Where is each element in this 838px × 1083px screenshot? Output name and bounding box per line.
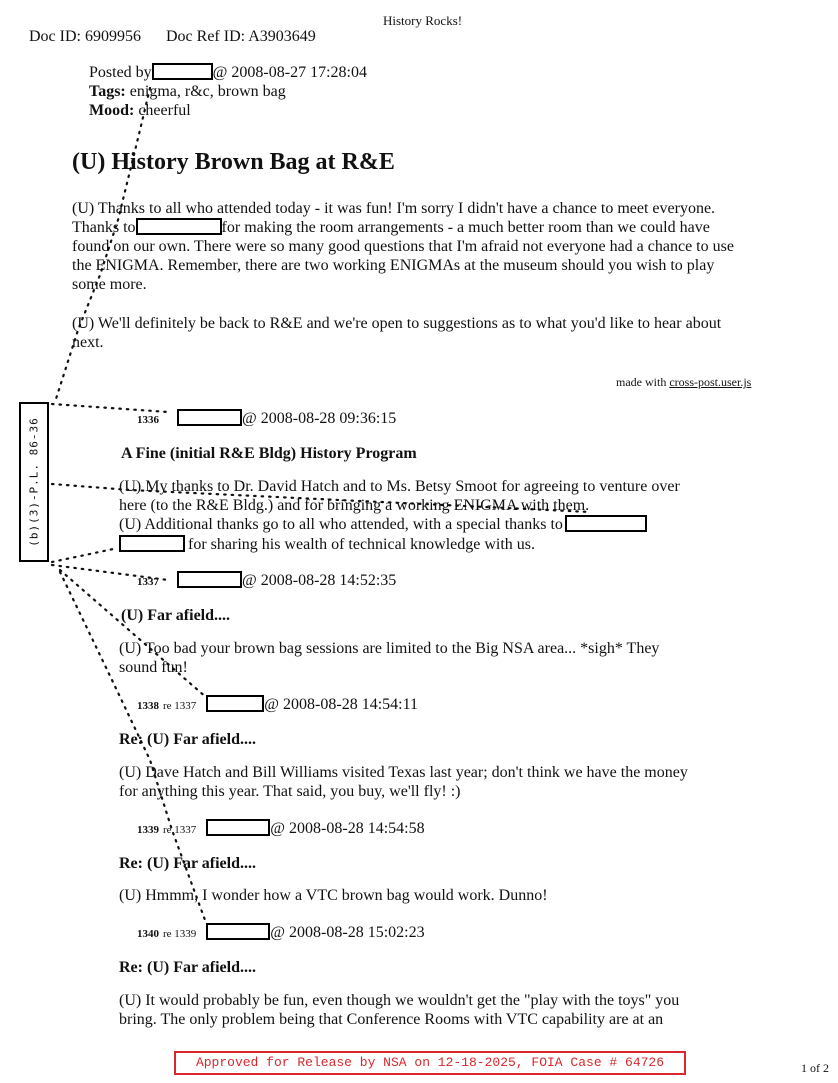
comment-number: 1336 — [137, 414, 159, 426]
redaction-box — [565, 515, 647, 532]
redaction-box — [206, 695, 264, 712]
redaction-box — [119, 535, 185, 552]
comment-1338-title: Re: (U) Far afield.... — [119, 731, 256, 748]
comment-number: 1339 — [137, 824, 159, 836]
comment-1340-title: Re: (U) Far afield.... — [119, 959, 256, 976]
post-timestamp: @ 2008-08-27 17:28:04 — [212, 64, 367, 81]
post-body-line-3: found on our own. There were so many good questions that I'm afraid not everyone had a chance to use — [72, 238, 734, 255]
comment-1337-title: (U) Far afield.... — [121, 607, 231, 624]
comment-1340-line-2: bring. The only problem being that Conference Rooms with VTC capability are at an — [119, 1011, 664, 1028]
comment-1339-title: Re: (U) Far afield.... — [119, 855, 256, 872]
made-with-label: made with — [616, 375, 667, 389]
comment-1340-line-1: (U) It would probably be fun, even though we wouldn't get the "play with the toys" you — [119, 992, 680, 1009]
comment-1339-header — [137, 819, 425, 838]
exemption-label: (b)(3)-P.L. 86-36 — [27, 417, 41, 547]
comment-1336-title: A Fine (initial R&E Bldg) History Program — [121, 445, 417, 462]
post-body-line-7: next. — [72, 334, 104, 351]
comment-reply-ref: re 1339 — [163, 928, 197, 940]
comment-1336-thanks: (U) Additional thanks go to all who attended, with a special thanks to — [119, 516, 563, 533]
redaction-box — [152, 63, 213, 80]
mood-line — [89, 101, 191, 121]
posted-by-line — [89, 63, 367, 83]
post-body-line-1: (U) Thanks to all who attended today - it was fun! I'm sorry I didn't have a chance to meet everyone. — [72, 200, 716, 217]
comment-1337-header — [137, 571, 396, 590]
comment-1339-line-1: (U) Hmmm, I wonder how a VTC brown bag would work. Dunno! — [119, 887, 548, 904]
comment-number: 1337 — [137, 576, 159, 588]
comment-timestamp: @ 2008-08-28 15:02:23 — [270, 924, 425, 941]
comment-1336-line-2: here (to the R&E Bldg.) and for bringing a working ENIGMA with them. — [119, 497, 590, 514]
comment-reply-ref: re 1337 — [163, 700, 197, 712]
comment-reply-ref: re 1337 — [163, 824, 197, 836]
post-title: (U) History Brown Bag at R&E — [72, 149, 395, 175]
made-with-line — [616, 375, 751, 390]
redaction-box — [206, 923, 270, 940]
tags-line — [89, 82, 286, 102]
post-body-thanks-to: Thanks to — [72, 219, 136, 236]
comment-1336-line-1: (U) My thanks to Dr. David Hatch and to Ms. Betsy Smoot for agreeing to venture over — [119, 478, 680, 495]
approval-stamp: Approved for Release by NSA on 12-18-2025, FOIA Case # 64726 — [174, 1051, 686, 1075]
site-title: History Rocks! — [383, 13, 463, 28]
doc-ref-id: Doc Ref ID: A3903649 — [166, 28, 316, 45]
post-body-line-6: (U) We'll definitely be back to R&E and we're open to suggestions as to what you'd like to hear about — [72, 315, 722, 332]
cross-post-link[interactable]: cross-post.user.js — [669, 375, 752, 389]
comment-timestamp: @ 2008-08-28 14:52:35 — [242, 572, 397, 589]
comment-timestamp: @ 2008-08-28 09:36:15 — [242, 410, 397, 427]
redaction-box — [177, 571, 242, 588]
comment-1336-line-4 — [119, 535, 535, 554]
tags-label: Tags: — [89, 83, 126, 100]
guide-line-1336-person — [52, 548, 118, 562]
comment-1336-header — [137, 409, 396, 428]
comment-1340-header — [137, 923, 425, 942]
comment-1336-sharing: for sharing his wealth of technical knowledge with us. — [188, 536, 536, 553]
comment-number: 1340 — [137, 928, 159, 940]
page-number: 1 of 2 — [801, 1061, 829, 1075]
comment-timestamp: @ 2008-08-28 14:54:11 — [264, 696, 418, 713]
post-body-line-4: the ENIGMA. Remember, there are two working ENIGMAs at the museum should you wish to play — [72, 257, 715, 274]
comment-number: 1338 — [137, 700, 159, 712]
redaction-box — [136, 218, 222, 235]
exemption-stamp — [19, 402, 49, 562]
post-body-room-text: for making the room arrangements - a much better room than we could have — [221, 219, 710, 236]
comment-1337-line-2: sound fun! — [119, 659, 188, 676]
comment-1338-header — [137, 695, 418, 714]
mood-label: Mood: — [89, 102, 135, 119]
redaction-box — [206, 819, 270, 836]
posted-by-label: Posted by — [89, 64, 152, 81]
comment-1338-line-1: (U) Dave Hatch and Bill Williams visited Texas last year; don't think we have the money — [119, 764, 688, 781]
redaction-box — [177, 409, 242, 426]
guide-line-1338 — [60, 570, 215, 705]
comment-1336-line-3 — [119, 515, 647, 534]
mood-value: cheerful — [138, 102, 191, 119]
doc-id: Doc ID: 6909956 — [29, 28, 141, 45]
post-body-line-2 — [72, 218, 710, 237]
comment-1338-line-2: for anything this year. That said, you buy, we'll fly! :) — [119, 783, 461, 800]
comment-timestamp: @ 2008-08-28 14:54:58 — [270, 820, 425, 837]
tags-value: enigma, r&c, brown bag — [129, 83, 286, 100]
comment-1337-line-1: (U) Too bad your brown bag sessions are limited to the Big NSA area... *sigh* They — [119, 640, 660, 657]
post-body-line-5: some more. — [72, 276, 147, 293]
